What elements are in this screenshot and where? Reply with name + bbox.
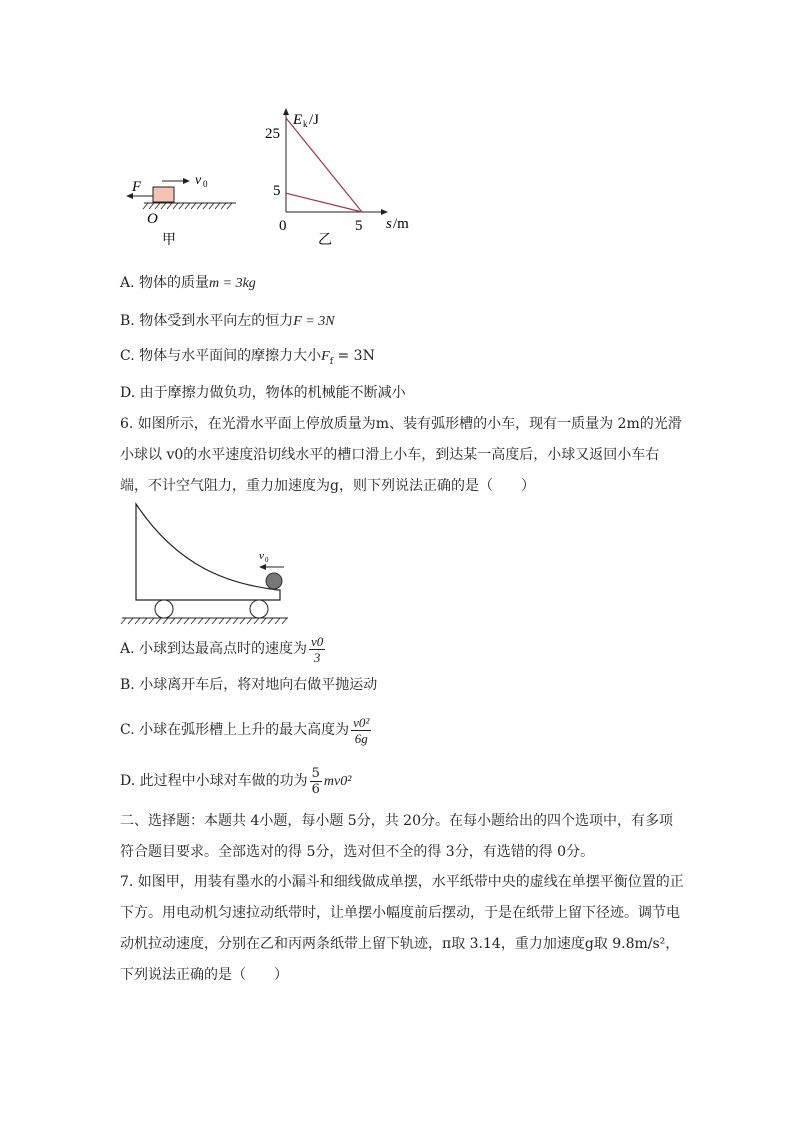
q5-option-d: D. 由于摩擦力做负功，物体的机械能不断减小: [120, 385, 406, 401]
wheel-right: [250, 600, 268, 618]
velocity-label: v: [259, 550, 264, 562]
figure-jia: [118, 160, 243, 250]
section-2-heading: 二、选择题：本题共 4小题，每小题 5分，共 20分。在每小题给出的四个选项中，有多项符合题目要求。全部选对的得 5分，选对但不全的得 3分，有选错的得 0分。: [120, 813, 673, 860]
q5-option-a: A. 物体的质量m = 3kg: [120, 275, 256, 291]
block: [153, 187, 174, 202]
y-tick-5: 5: [273, 183, 281, 199]
velocity-sub: 0: [203, 179, 208, 189]
x-tick-0: 0: [279, 218, 287, 234]
q6-option-a: A. 小球到达最高点时的速度为 $\frac{v0}{3}$: [120, 633, 324, 665]
y-tick-25: 25: [265, 126, 280, 142]
ball: [266, 573, 282, 589]
x-axis-label: s: [386, 216, 392, 232]
q6-option-d: D. 此过程中小球对车做的功为 $\frac{5}{6}$ mv0²: [120, 765, 352, 797]
q6-option-c: C. 小球在弧形槽上上升的最大高度为 $\frac{\text{v0²}}{6g}$: [120, 714, 370, 746]
q7-stem: 7. 如图甲，用装有墨水的小漏斗和细线做成单摆，水平纸带中央的虚线在单摆平衡位置的正下方。用电动机匀速拉动纸带时，让单摆小幅度前后摆动，于是在纸带上留下径迹。调节电动机拉动速度，分别在乙和丙两条纸带上留下轨迹，π取 3.14，重力加速度g取 9.8m/s²，下列说法正确的是（ ）: [120, 874, 684, 983]
series-line-1: [286, 118, 362, 212]
q5-option-c: C. 物体与水平面间的摩擦力大小$F_f = 3N$: [120, 348, 375, 367]
y-axis-unit: /J: [309, 112, 320, 128]
velocity-sub: 0: [265, 556, 269, 564]
y-axis-label: E: [293, 112, 303, 128]
figure-caption: 乙: [318, 232, 332, 248]
q6-stem: 6. 如图所示，在光滑水平面上停放质量为m、装有弧形槽的小车，现有一质量为 2m的光滑小球以 v0的水平速度沿切线水平的槽口滑上小车，到达某一高度后，小球又返回小车右端，不计空气阻力，重力加速度为g，则下列说法正确的是（ ）: [120, 416, 682, 494]
origin-label: O: [147, 211, 158, 227]
q5-option-b: B. 物体受到水平向左的恒力F = 3N: [120, 313, 335, 329]
y-axis-sub: k: [303, 119, 308, 129]
series-line-2: [286, 193, 362, 212]
x-axis-unit: /m: [393, 216, 409, 232]
figure-cart: [118, 502, 290, 628]
figure-caption: 甲: [162, 232, 176, 248]
figure-yi: [262, 108, 422, 250]
q6-option-b: B. 小球离开车后，将对地向右做平抛运动: [120, 677, 378, 693]
wheel-left: [155, 600, 173, 618]
force-label: F: [132, 179, 142, 195]
x-tick-5: 5: [355, 218, 363, 234]
velocity-label: v: [195, 173, 202, 188]
